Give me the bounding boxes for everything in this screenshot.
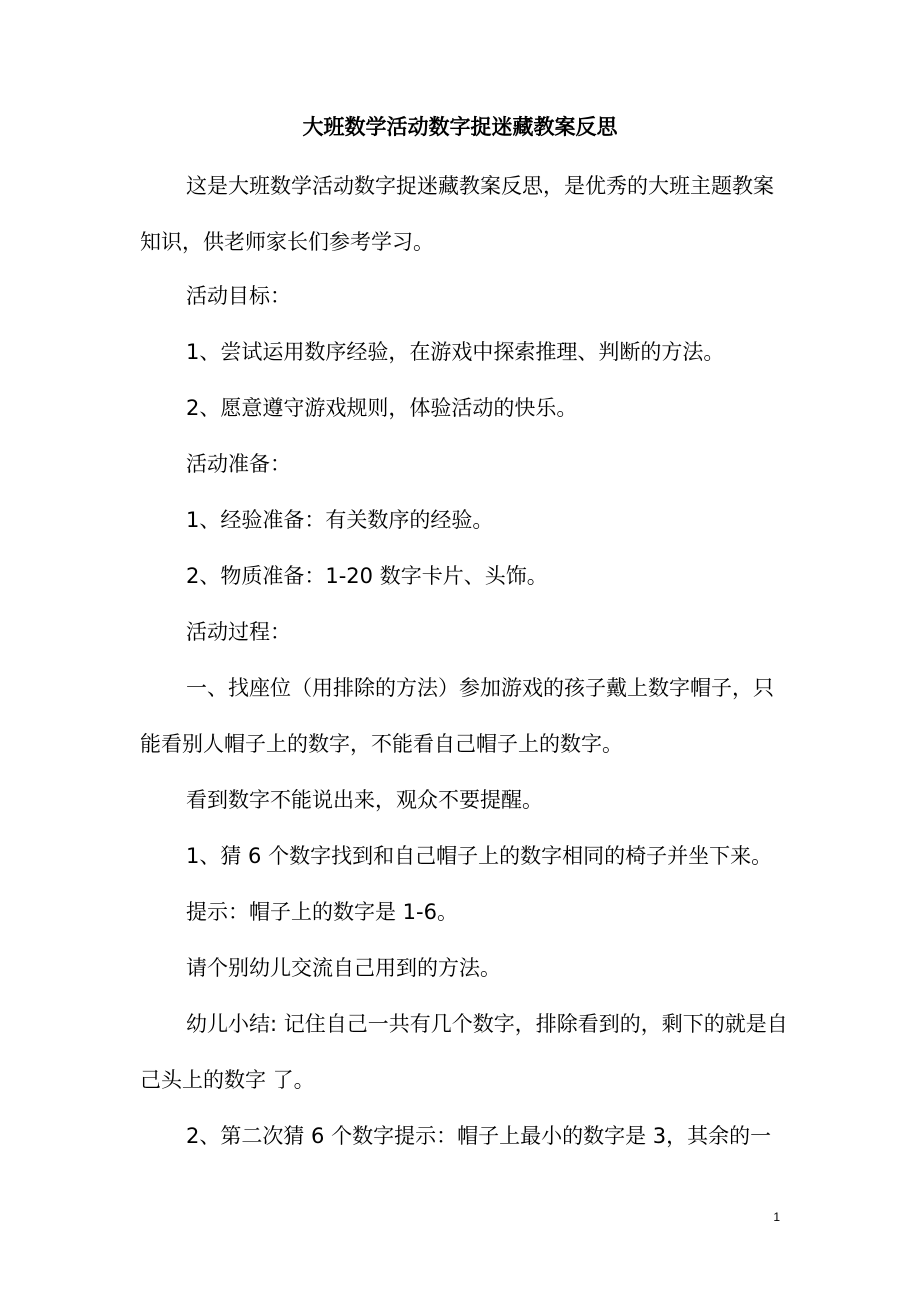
process-item-2: 2、第二次猜 6 个数字提示：帽子上最小的数字是 3，其余的一: [186, 1124, 772, 1148]
section-heading-preparation: 活动准备：: [186, 452, 291, 476]
process-note: 看到数字不能说出来，观众不要提醒。: [186, 788, 543, 812]
process-exchange: 请个别幼儿交流自己用到的方法。: [186, 956, 501, 980]
goal-item-2: 2、愿意遵守游戏规则，体验活动的快乐。: [186, 396, 578, 420]
intro-paragraph: 这是大班数学活动数字捉迷藏教案反思，是优秀的大班主题教案知识，供老师家长们参考学习。: [140, 174, 774, 254]
preparation-item-1: 1、经验准备：有关数序的经验。: [186, 508, 494, 532]
process-hint: 提示：帽子上的数字是 1-6。: [186, 900, 458, 924]
section-heading-process: 活动过程：: [186, 620, 291, 644]
process-summary: 幼儿小结: 记住自己一共有几个数字，排除看到的，剩下的就是自己头上的数字 了。: [140, 1012, 788, 1092]
preparation-item-2: 2、物质准备：1-20 数字卡片、头饰。: [186, 564, 548, 588]
goal-item-1: 1、尝试运用数序经验，在游戏中探索推理、判断的方法。: [186, 340, 725, 364]
process-item-1: 1、猜 6 个数字找到和自己帽子上的数字相同的椅子并坐下来。: [186, 844, 773, 868]
section-heading-goals: 活动目标：: [186, 284, 291, 308]
document-title: 大班数学活动数字捉迷藏教案反思: [302, 115, 618, 139]
page-number: 1: [773, 1210, 780, 1224]
process-step-1: 一、找座位（用排除的方法）参加游戏的孩子戴上数字帽子，只能看别人帽子上的数字，不能看自己帽子上的数字。: [140, 676, 774, 756]
